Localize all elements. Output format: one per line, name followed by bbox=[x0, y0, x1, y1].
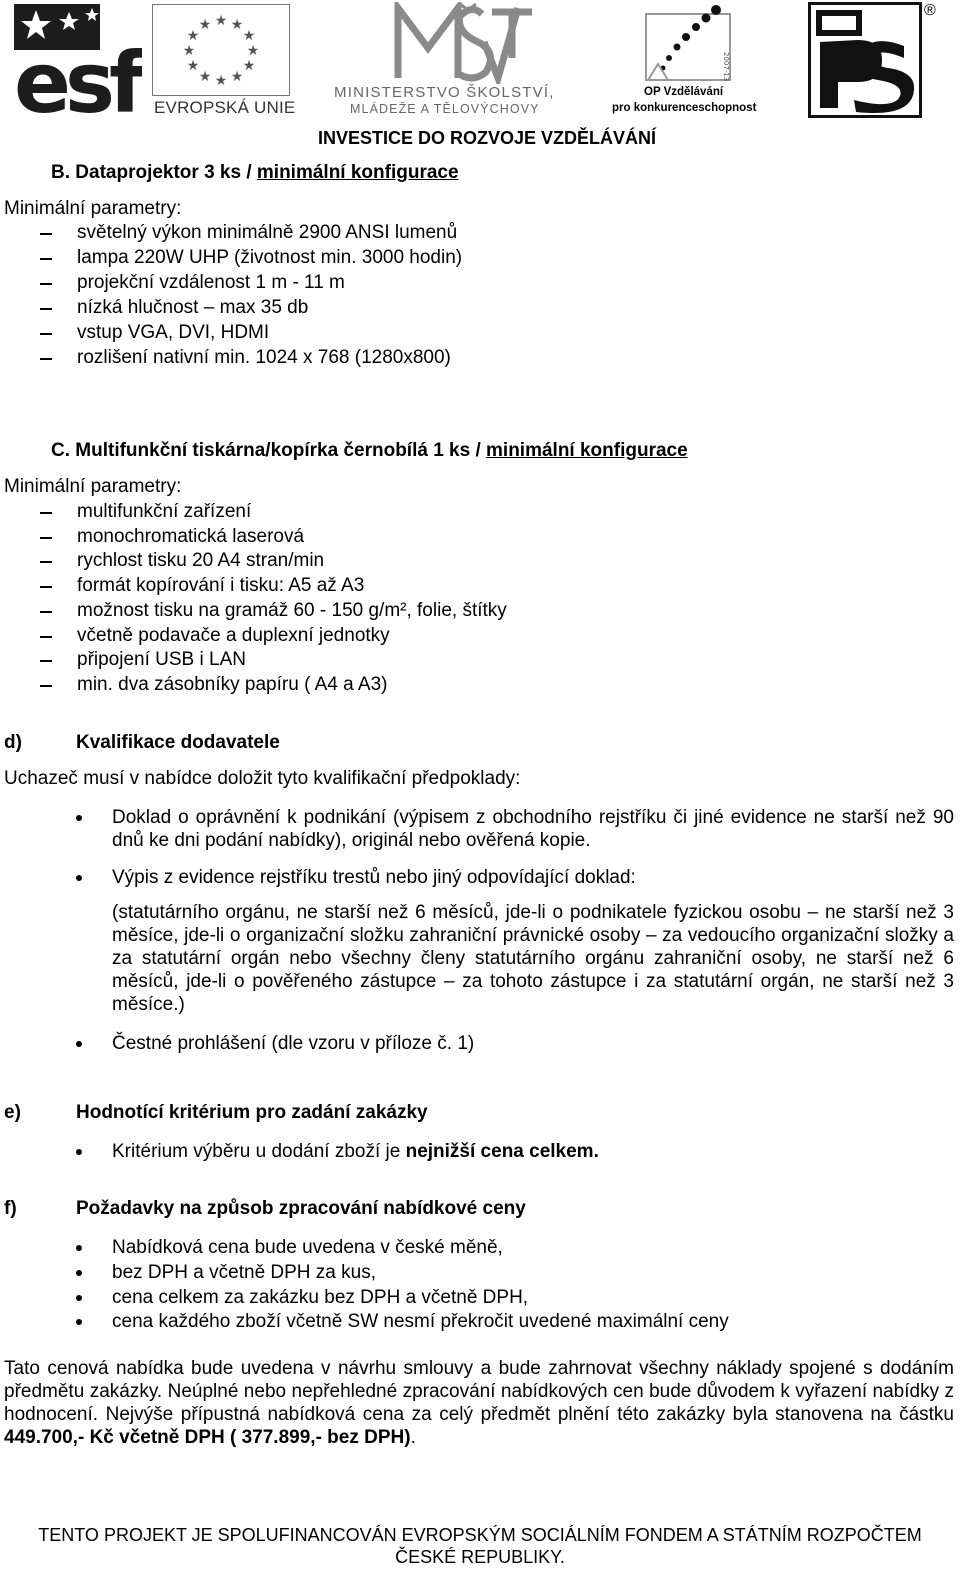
registered-mark: ® bbox=[924, 2, 936, 19]
dash-icon bbox=[40, 358, 52, 360]
svg-text:★: ★ bbox=[242, 58, 256, 74]
dash-icon bbox=[40, 512, 52, 514]
section-d-bullet-2: Výpis z evidence rejstříku trestů nebo jiný odpovídající doklad: bbox=[112, 867, 636, 888]
ps-emblem-icon bbox=[808, 2, 922, 118]
dash-icon bbox=[40, 561, 52, 563]
price-paragraph-text: Tato cenová nabídka bude uvedena v návrhu smlouvy a bude zahrnovat všechny náklady spojené s dodáním předmětu zakázky. Neúplné nebo nepřehledné zpracování nabídkových cen bude důvodem k vyřazení nabídky z hodnocení. Nejvýše přípustná nabídková cena za celý předmět plnění této zakázky byla stanovena na částku bbox=[4, 1358, 954, 1425]
msmt-line2: MLÁDEŽE A TĚLOVÝCHOVY bbox=[350, 102, 540, 116]
bullet-icon bbox=[76, 1149, 82, 1155]
eu-flag-icon bbox=[152, 4, 290, 96]
section-b-config-link: minimální konfigurace bbox=[256, 162, 459, 183]
bullet-icon bbox=[76, 1295, 82, 1301]
list-item: nízká hlučnost – max 35 db bbox=[77, 297, 309, 318]
op-emblem-icon bbox=[606, 2, 776, 86]
list-item: rozlišení nativní min. 1024 x 768 (1280x800) bbox=[77, 347, 451, 368]
section-e-bullet-bold: nejnižší cena celkem. bbox=[405, 1141, 599, 1162]
svg-text:★: ★ bbox=[242, 28, 256, 44]
section-c-heading bbox=[51, 440, 688, 462]
section-d-bullet-3: Čestné prohlášení (dle vzoru v příloze č. 1) bbox=[112, 1033, 475, 1054]
bullet-icon bbox=[76, 1041, 82, 1047]
list-item: připojení USB i LAN bbox=[77, 649, 246, 670]
svg-text:★: ★ bbox=[186, 58, 200, 74]
eu-logo bbox=[152, 4, 296, 117]
section-e-letter: e) bbox=[4, 1102, 21, 1123]
svg-text:★: ★ bbox=[186, 28, 200, 44]
msmt-emblem-icon bbox=[332, 2, 572, 84]
section-b-params-label: Minimální parametry: bbox=[4, 198, 182, 219]
footer-line-1: TENTO PROJEKT JE SPOLUFINANCOVÁN EVROPSKÝM SOCIÁLNÍM FONDEM A STÁTNÍM ROZPOČTEM bbox=[38, 1525, 922, 1545]
svg-text:2007-13: 2007-13 bbox=[722, 52, 730, 82]
op-line2: pro konkurenceschopnost bbox=[612, 102, 757, 114]
bullet-icon bbox=[76, 875, 82, 881]
svg-text:esf: esf bbox=[14, 34, 140, 116]
section-b-title: B. Dataprojektor 3 ks / bbox=[51, 162, 257, 183]
footer bbox=[0, 1524, 960, 1568]
section-c-params-label: Minimální parametry: bbox=[4, 476, 182, 497]
list-item: světelný výkon minimálně 2900 ANSI lumenů bbox=[77, 222, 458, 243]
list-item: cena každého zboží včetně SW nesmí překročit uvedené maximální ceny bbox=[112, 1311, 729, 1332]
list-item: bez DPH a včetně DPH za kus, bbox=[112, 1262, 376, 1283]
section-e-title: Hodnotící kritérium pro zadání zakázky bbox=[76, 1102, 428, 1123]
section-e-bullet-text: Kritérium výběru u dodání zboží je bbox=[112, 1141, 406, 1162]
list-item: rychlost tisku 20 A4 stran/min bbox=[77, 550, 325, 571]
eu-label: EVROPSKÁ UNIE bbox=[154, 98, 296, 117]
op-logo bbox=[606, 2, 776, 120]
svg-text:★: ★ bbox=[214, 13, 228, 29]
svg-text:★: ★ bbox=[214, 73, 228, 89]
dash-icon bbox=[40, 283, 52, 285]
dash-icon bbox=[40, 611, 52, 613]
svg-text:★: ★ bbox=[198, 69, 212, 85]
section-f-title: Požadavky na způsob zpracování nabídkové ceny bbox=[76, 1198, 526, 1219]
list-item: Nabídková cena bude uvedena v české měně, bbox=[112, 1237, 503, 1258]
bullet-icon bbox=[76, 815, 82, 821]
list-item: vstup VGA, DVI, HDMI bbox=[77, 322, 270, 343]
dash-icon bbox=[40, 258, 52, 260]
list-item: cena celkem za zakázku bez DPH a včetně DPH, bbox=[112, 1287, 529, 1308]
section-b-heading bbox=[51, 162, 459, 184]
bullet-icon bbox=[76, 1270, 82, 1276]
section-d-intro: Uchazeč musí v nabídce doložit tyto kvalifikační předpoklady: bbox=[4, 768, 521, 789]
msmt-logo bbox=[332, 2, 572, 118]
section-f-letter: f) bbox=[4, 1198, 17, 1219]
svg-text:★: ★ bbox=[230, 17, 244, 33]
list-item: projekční vzdálenost 1 m - 11 m bbox=[77, 272, 345, 293]
dash-icon bbox=[40, 660, 52, 662]
price-paragraph bbox=[4, 1357, 954, 1449]
svg-text:★: ★ bbox=[182, 43, 196, 59]
dash-icon bbox=[40, 685, 52, 687]
dash-icon bbox=[40, 333, 52, 335]
msmt-line1: MINISTERSTVO ŠKOLSTVÍ, bbox=[334, 84, 555, 101]
esf-logo bbox=[14, 4, 142, 116]
dash-icon bbox=[40, 537, 52, 539]
section-c-config-link: minimální konfigurace bbox=[486, 440, 688, 461]
section-c-title: C. Multifunkční tiskárna/kopírka černobílá 1 ks / bbox=[51, 440, 487, 461]
list-item: lampa 220W UHP (životnost min. 3000 hodin) bbox=[77, 247, 463, 268]
dash-icon bbox=[40, 308, 52, 310]
section-e-bullet bbox=[112, 1140, 954, 1163]
list-item: včetně podavače a duplexní jednotky bbox=[77, 625, 390, 646]
bullet-icon bbox=[76, 1319, 82, 1325]
svg-text:★: ★ bbox=[246, 43, 260, 59]
op-line1: OP Vzdělávání bbox=[644, 86, 724, 98]
section-d-bullet-1: Doklad o oprávnění k podnikání (výpisem z obchodního rejstříku či jiné evidence ne starší než 90 dnů ke dni podání nabídky), originál nebo ověřená kopie. bbox=[112, 807, 954, 851]
list-item: min. dva zásobníky papíru ( A4 a A3) bbox=[77, 674, 388, 695]
svg-text:★: ★ bbox=[230, 69, 244, 85]
list-item: monochromatická laserová bbox=[77, 526, 305, 547]
price-paragraph-amount: 449.700,- Kč včetně DPH ( 377.899,- bez DPH) bbox=[4, 1427, 411, 1448]
list-item: multifunkční zařízení bbox=[77, 501, 252, 522]
price-paragraph-end: . bbox=[410, 1427, 416, 1448]
section-d-title: Kvalifikace dodavatele bbox=[76, 732, 280, 753]
list-item: formát kopírování i tisku: A5 až A3 bbox=[77, 575, 365, 596]
invest-slogan: INVESTICE DO ROZVOJE VZDĚLÁVÁNÍ bbox=[318, 128, 657, 148]
list-item: možnost tisku na gramáž 60 - 150 g/m², folie, štítky bbox=[77, 600, 507, 621]
footer-line-2: ČESKÉ REPUBLIKY. bbox=[395, 1547, 565, 1567]
dash-icon bbox=[40, 586, 52, 588]
svg-text:★: ★ bbox=[198, 17, 212, 33]
dash-icon bbox=[40, 636, 52, 638]
bullet-icon bbox=[76, 1245, 82, 1251]
section-d-bullet-2-detail: (statutárního orgánu, ne starší než 6 měsíců, jde-li o podnikatele fyzickou osobu – ne starší než 3 měsíce, jde-li o organizační složku zahraniční právnické osoby – za vedoucího organizační složky a za statutární orgán nebo všechny členy statutárního orgánu zahraniční osoby, ne starší než 6 měsíců, jde-li o pověřeného zástupce – za tohoto zástupce i za statutární orgán, ne starší než 3 měsíce.) bbox=[112, 902, 954, 1015]
dash-icon bbox=[40, 233, 52, 235]
section-d-letter: d) bbox=[4, 732, 22, 753]
